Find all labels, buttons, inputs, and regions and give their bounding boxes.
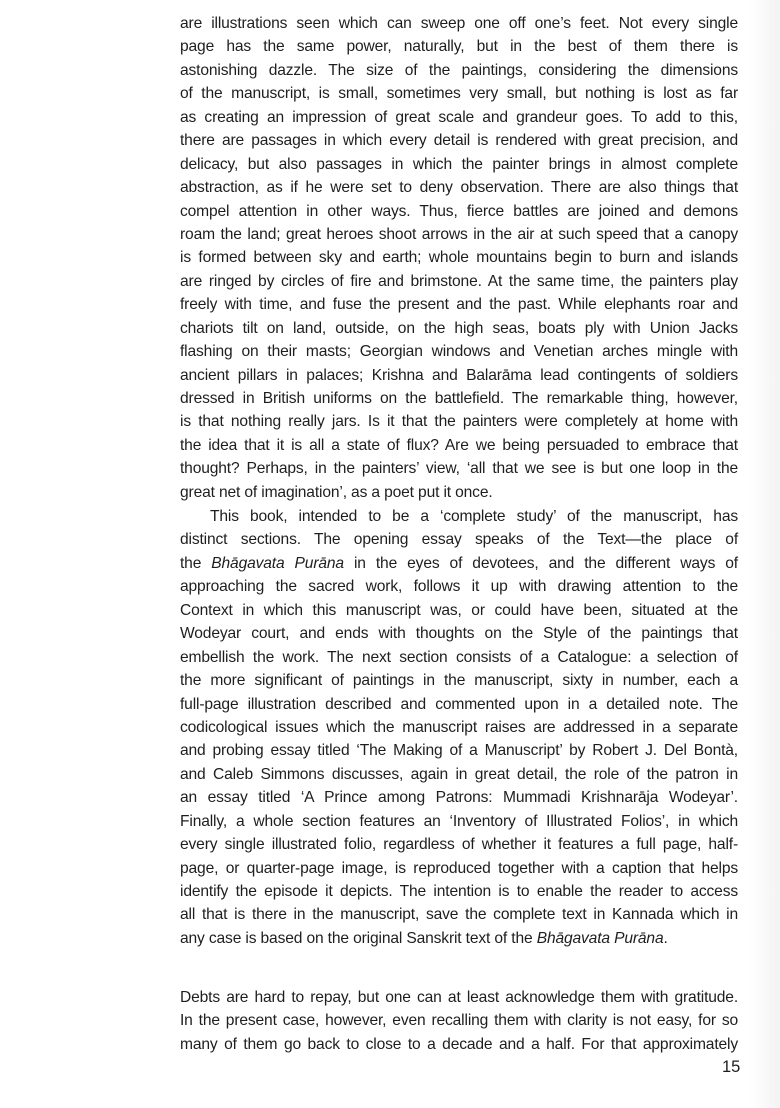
- italic-title: Bhāgavata Purāna: [536, 929, 664, 947]
- text-line: thought? Perhaps, in the painters’ view, ‘all that we see is but one loop in the: [180, 460, 738, 478]
- text-line: and Caleb Simmons discusses, again in great detail, the role of the patron in: [180, 765, 738, 783]
- text-line: page has the same power, naturally, but in the best of them there is: [180, 38, 738, 56]
- italic-title: Bhāgavata Purāna: [211, 554, 344, 572]
- text-line: page, or quarter-page image, is reproduced together with a caption that helps: [180, 859, 738, 877]
- text-line: delicacy, but also passages in which the painter brings in almost complete: [180, 155, 738, 173]
- page-number: 15: [722, 1058, 741, 1076]
- text-line: all that is there in the manuscript, save the complete text in Kannada which in: [180, 906, 738, 924]
- text-line: an essay titled ‘A Prince among Patrons: Mummadi Krishnarāja Wodeyar’.: [180, 789, 738, 807]
- text-line: codicological issues which the manuscript raises are addressed in a separate: [180, 718, 738, 736]
- paragraph-illustrations: [180, 12, 738, 504]
- text-line: In the present case, however, even recalling them with clarity is not easy, for so: [180, 1012, 738, 1030]
- text-run: any case is based on the original Sanskrit text of the: [180, 929, 537, 947]
- text-line: roam the land; great heroes shoot arrows in the air at such speed that a canopy: [180, 225, 738, 243]
- text-run: in the eyes of devotees, and the different ways of: [343, 554, 738, 572]
- text-line: is formed between sky and earth; whole mountains begin to burn and islands: [180, 249, 738, 267]
- text-line: [180, 552, 738, 575]
- text-line: Debts are hard to repay, but one can at least acknowledge them with gratitude.: [180, 989, 738, 1006]
- text-line: identify the episode it depicts. The intention is to enable the reader to access: [180, 883, 738, 900]
- text-line: [180, 927, 738, 950]
- text-line: of the manuscript, is small, sometimes very small, but nothing is lost as far: [180, 85, 738, 103]
- text-line: full-page illustration described and commented upon in a detailed note. The: [180, 695, 738, 713]
- text-line: approaching the sacred work, follows it up with drawing attention to the: [180, 578, 738, 596]
- text-run: .: [663, 929, 668, 947]
- text-line: are illustrations seen which can sweep one off one’s feet. Not every single: [180, 15, 738, 32]
- text-line: astonishing dazzle. The size of the paintings, considering the dimensions: [180, 61, 738, 79]
- text-line: Wodeyar court, and ends with thoughts on the Style of the paintings that: [180, 625, 738, 643]
- text-line: is that nothing really jars. Is it that the painters were completely at home with: [180, 413, 738, 431]
- text-line: compel attention in other ways. Thus, fierce battles are joined and demons: [180, 202, 738, 220]
- paragraph-acknowledgements: [180, 986, 738, 1056]
- text-line: ancient pillars in palaces; Krishna and Balarāma lead contingents of soldiers: [180, 366, 738, 384]
- text-line: many of them go back to close to a decade and a half. For that approximately: [180, 1035, 738, 1053]
- text-line: freely with time, and fuse the present and the past. While elephants roar and: [180, 296, 738, 314]
- text-line: abstraction, as if he were set to deny observation. There are also things that: [180, 179, 738, 197]
- text-line: flashing on their masts; Georgian windows and Venetian arches mingle with: [180, 343, 738, 361]
- text-line: distinct sections. The opening essay speaks of the Text—the place of: [180, 531, 738, 549]
- text-line: there are passages in which every detail is rendered with great precision, and: [180, 132, 738, 150]
- paragraph-book-sections: [180, 505, 738, 950]
- text-line: are ringed by circles of fire and brimstone. At the same time, the painters play: [180, 272, 738, 290]
- text-line: dressed in British uniforms on the battlefield. The remarkable thing, however,: [180, 390, 738, 407]
- text-line: Context in which this manuscript was, or could have been, situated at the: [180, 601, 738, 619]
- text-line: as creating an impression of great scale and grandeur goes. To add to this,: [180, 108, 738, 126]
- text-line: chariots tilt on land, outside, on the high seas, boats ply with Union Jacks: [180, 319, 738, 337]
- text-line: great net of imagination’, as a poet put it once.: [180, 483, 493, 501]
- text-line: and probing essay titled ‘The Making of a Manuscript’ by Robert J. Del Bontà,: [180, 742, 738, 760]
- text-line: every single illustrated folio, regardless of whether it features a full page, half-: [180, 836, 738, 854]
- text-line: This book, intended to be a ‘complete study’ of the manuscript, has: [210, 508, 738, 525]
- text-line: the more significant of paintings in the manuscript, sixty in number, each a: [180, 672, 738, 690]
- text-line: embellish the work. The next section consists of a Catalogue: a selection of: [180, 648, 738, 666]
- text-run: the: [180, 554, 212, 572]
- text-line: Finally, a whole section features an ‘Inventory of Illustrated Folios’, in which: [180, 812, 738, 830]
- text-line: the idea that it is all a state of flux? Are we being persuaded to embrace that: [180, 436, 738, 454]
